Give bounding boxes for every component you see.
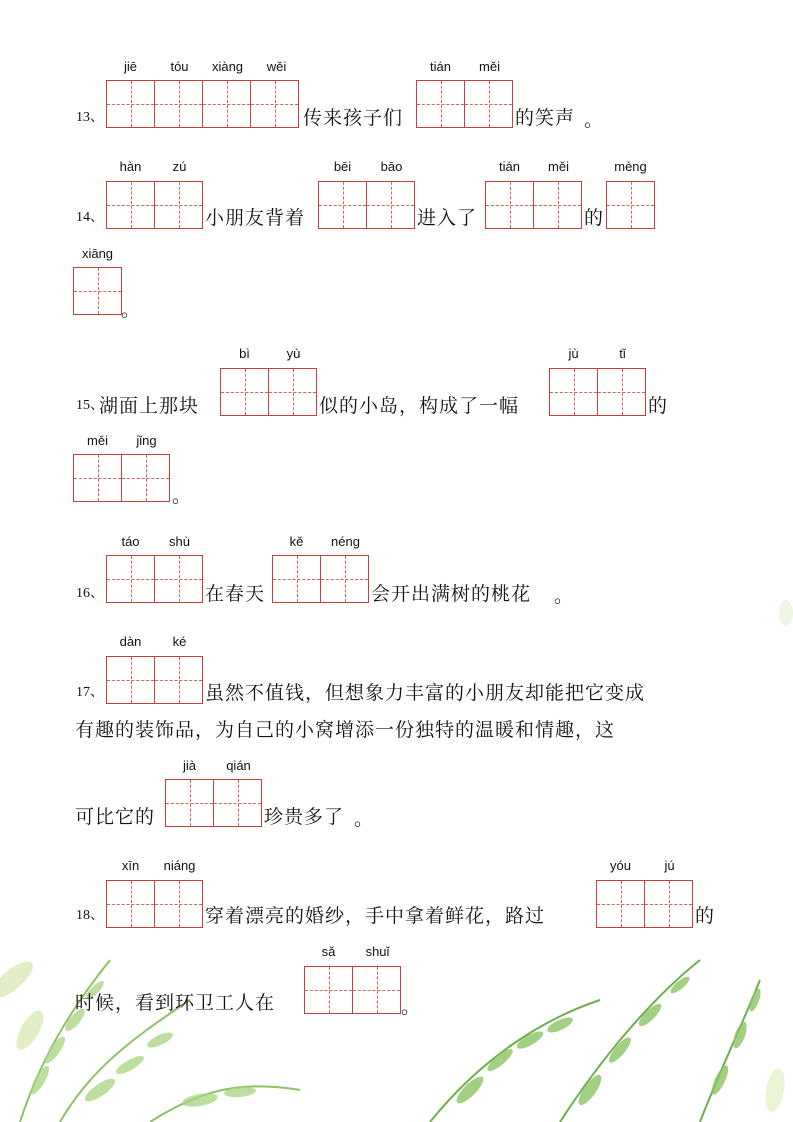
period-mark: 。 [121, 299, 142, 321]
pinyin-label: kě [289, 534, 304, 549]
pinyin-label: yóu [610, 858, 631, 873]
sentence-text: 会开出满树的桃花 [371, 583, 532, 605]
period-mark: 。 [172, 485, 193, 507]
pinyin-label: jù [568, 346, 579, 361]
pinyin-label: xiàng [211, 59, 244, 74]
pinyin-label: bēi [333, 159, 352, 174]
sentence-text: 珍贵多了 [264, 806, 345, 828]
tianzige-box[interactable] [106, 880, 203, 928]
sentence-text: 在春天 [205, 583, 266, 605]
pinyin-label: tián [430, 59, 451, 74]
tianzige-box[interactable] [106, 656, 203, 704]
sentence-text: 的 [695, 905, 716, 927]
pinyin-label: dàn [119, 634, 142, 649]
pinyin-label: jià [182, 758, 196, 773]
sentence-text: 似的小岛，构成了一幅 [319, 395, 520, 417]
pinyin-label: tǐ [619, 346, 626, 361]
sentence-text: 传来孩子们 [303, 107, 404, 129]
tianzige-box[interactable] [549, 368, 646, 416]
pinyin-label: néng [331, 534, 360, 549]
sentence-text: 进入了 [417, 207, 478, 229]
question-number: 14、 [76, 210, 104, 225]
sentence-text: 有趣的装饰品，为自己的小窝增添一份独特的温暖和情趣，这 [75, 719, 616, 741]
tianzige-box[interactable] [606, 181, 655, 229]
tianzige-box[interactable] [165, 779, 262, 827]
pinyin-label: wěi [266, 59, 287, 74]
tianzige-box[interactable] [106, 555, 203, 603]
period-mark: 。 [401, 996, 422, 1018]
period-mark: 。 [584, 109, 605, 131]
pinyin-label: shuǐ [365, 944, 390, 959]
tianzige-box[interactable] [220, 368, 317, 416]
tianzige-box[interactable] [318, 181, 415, 229]
tianzige-box[interactable] [106, 80, 299, 128]
question-number: 16、 [76, 586, 104, 601]
sentence-text: 的 [648, 395, 669, 417]
pinyin-label: shù [169, 534, 190, 549]
pinyin-label: tián [499, 159, 520, 174]
pinyin-label: niáng [163, 858, 196, 873]
tianzige-box[interactable] [304, 966, 401, 1014]
pinyin-label: mèng [614, 159, 647, 174]
tianzige-box[interactable] [73, 267, 122, 315]
pinyin-label: jǐng [136, 433, 157, 448]
question-number: 15、 [76, 398, 104, 413]
tianzige-box[interactable] [485, 181, 582, 229]
pinyin-label: tóu [170, 59, 189, 74]
period-mark: 。 [554, 585, 575, 607]
sentence-text: 湖面上那块 [99, 395, 200, 417]
fern-right-icon [430, 960, 760, 1122]
pinyin-label: xīn [121, 858, 140, 873]
pinyin-label: yù [286, 346, 301, 361]
pinyin-label: xiāng [81, 246, 114, 261]
pinyin-label: táo [121, 534, 140, 549]
sentence-text: 的 [584, 207, 605, 229]
pinyin-label: bì [239, 346, 250, 361]
pinyin-label: zú [172, 159, 187, 174]
sentence-text: 虽然不值钱，但想象力丰富的小朋友却能把它变成 [205, 682, 646, 704]
sentence-text: 时候，看到环卫工人在 [75, 992, 276, 1014]
period-mark: 。 [354, 808, 375, 830]
sentence-text: 小朋友背着 [205, 207, 306, 229]
sentence-text: 的笑声 [515, 107, 576, 129]
tianzige-box[interactable] [73, 454, 170, 502]
pinyin-label: qián [226, 758, 251, 773]
sentence-text: 穿着漂亮的婚纱，手中拿着鲜花，路过 [205, 905, 546, 927]
tianzige-box[interactable] [106, 181, 203, 229]
pinyin-label: měi [87, 433, 108, 448]
pinyin-label: ké [172, 634, 187, 649]
tianzige-box[interactable] [596, 880, 693, 928]
question-number: 13、 [76, 110, 104, 125]
pinyin-label: jú [664, 858, 675, 873]
pinyin-label: sǎ [321, 944, 336, 959]
question-number: 18、 [76, 908, 104, 923]
pinyin-label: jiē [123, 59, 137, 74]
pinyin-label: bāo [380, 159, 403, 174]
tianzige-box[interactable] [272, 555, 369, 603]
question-number: 17、 [76, 685, 104, 700]
pinyin-label: měi [479, 59, 500, 74]
sentence-text: 可比它的 [75, 806, 156, 828]
tianzige-box[interactable] [416, 80, 513, 128]
edge-leaf-icon [772, 598, 793, 628]
pinyin-label: měi [548, 159, 569, 174]
pinyin-label: hàn [119, 159, 142, 174]
